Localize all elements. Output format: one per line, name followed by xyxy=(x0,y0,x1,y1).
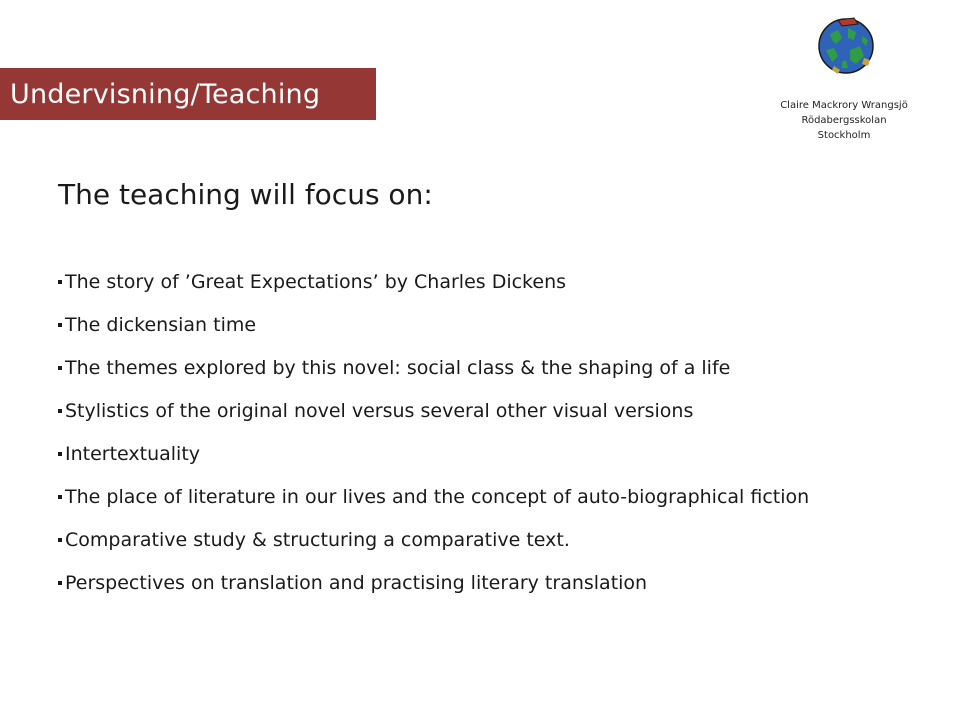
list-item-text: Stylistics of the original novel versus several other visual versions xyxy=(65,400,694,422)
bullet-icon xyxy=(58,495,62,499)
list-item-text: The place of literature in our lives and the concept of auto-biographical fiction xyxy=(65,486,810,508)
list-item xyxy=(58,311,938,354)
bullet-icon xyxy=(58,538,62,542)
bullet-icon xyxy=(58,452,62,456)
globe-icon xyxy=(812,10,880,78)
slide-title: Undervisning/Teaching xyxy=(10,78,321,110)
list-item xyxy=(58,569,938,612)
bullet-icon xyxy=(58,366,62,370)
list-item-text: Comparative study & structuring a comparative text. xyxy=(65,529,570,551)
bullet-list xyxy=(58,268,938,612)
slide-title-bar xyxy=(0,68,376,120)
list-item xyxy=(58,354,938,397)
list-item xyxy=(58,526,938,569)
bullet-icon xyxy=(58,581,62,585)
list-item xyxy=(58,397,938,440)
list-item xyxy=(58,440,938,483)
list-item-text: The themes explored by this novel: social class & the shaping of a life xyxy=(65,357,731,379)
bullet-icon xyxy=(58,409,62,413)
list-item-text: The dickensian time xyxy=(65,314,257,336)
bullet-icon xyxy=(58,280,62,284)
slide-heading: The teaching will focus on: xyxy=(58,178,433,211)
list-item-text: Intertextuality xyxy=(65,443,201,465)
list-item xyxy=(58,268,938,311)
author-block xyxy=(764,98,924,143)
author-city: Stockholm xyxy=(817,130,871,141)
bullet-icon xyxy=(58,323,62,327)
list-item-text: Perspectives on translation and practising literary translation xyxy=(65,572,648,594)
list-item-text: The story of ’Great Expectations’ by Charles Dickens xyxy=(65,271,567,293)
author-school: Rödabergsskolan xyxy=(801,115,887,126)
author-name: Claire Mackrory Wrangsjö xyxy=(780,100,908,111)
list-item xyxy=(58,483,938,526)
